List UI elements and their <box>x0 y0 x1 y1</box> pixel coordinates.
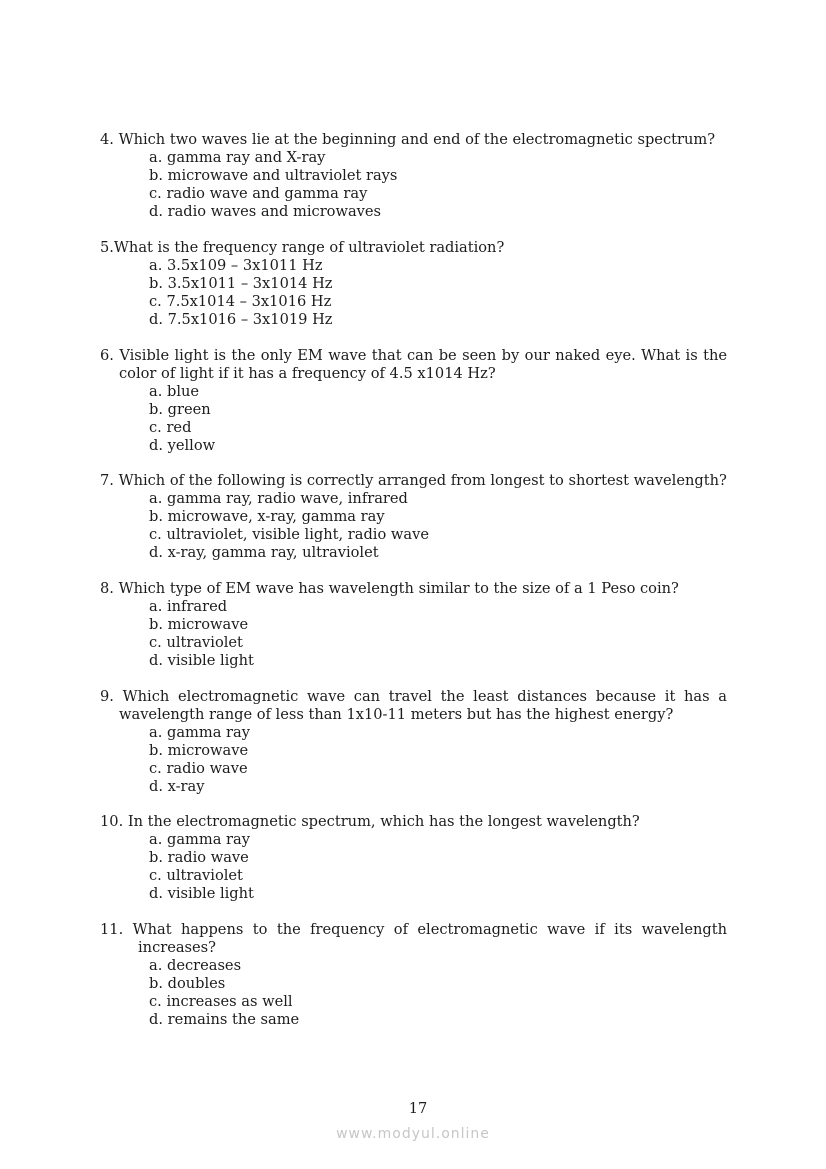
choice-list <box>100 957 727 1029</box>
choice-c: c. red <box>149 419 192 436</box>
question-9 <box>100 688 727 796</box>
choice-a: a. blue <box>149 383 200 400</box>
choice-a: a. gamma ray and X-ray <box>149 149 326 166</box>
choice-list <box>100 831 727 903</box>
choice-b: b. 3.5x1011 – 3x1014 Hz <box>149 275 333 292</box>
choice-d: d. visible light <box>149 885 254 902</box>
page-number: 17 <box>408 1100 428 1117</box>
question-stem: 7. Which of the following is correctly arranged from longest to shortest wavelength? <box>100 472 727 489</box>
choice-b: b. radio wave <box>149 849 249 866</box>
choice-d: d. remains the same <box>149 1011 300 1028</box>
choice-a: a. infrared <box>149 598 228 615</box>
choice-c: c. radio wave <box>149 760 248 777</box>
question-stem: 4. Which two waves lie at the beginning and end of the electromagnetic spectrum? <box>100 131 716 148</box>
choice-b: b. microwave <box>149 616 249 633</box>
choice-list <box>100 383 727 455</box>
choice-c: c. ultraviolet <box>149 634 243 651</box>
choice-d: d. yellow <box>149 437 216 454</box>
question-stem: 5.What is the frequency range of ultraviolet radiation? <box>100 239 505 256</box>
choice-a: a. 3.5x109 – 3x1011 Hz <box>149 257 323 274</box>
choice-c: c. ultraviolet <box>149 867 243 884</box>
choice-c: c. increases as well <box>149 993 293 1010</box>
choice-c: c. ultraviolet, visible light, radio wave <box>149 526 429 543</box>
choice-list <box>100 598 727 670</box>
choice-list <box>100 149 727 221</box>
question-stem: 10. In the electromagnetic spectrum, which has the longest wavelength? <box>100 813 640 830</box>
question-6 <box>100 347 727 455</box>
choice-b: b. microwave <box>149 742 249 759</box>
question-stem: 9. Which electromagnetic wave can travel the least distances because it has a wavelength range of less than 1x10-11 meters but has the highest energy? <box>100 688 727 723</box>
question-stem: 11. What happens to the frequency of electromagnetic wave if its wavelength increases? <box>100 921 727 956</box>
choice-b: b. doubles <box>149 975 226 992</box>
choice-d: d. x-ray, gamma ray, ultraviolet <box>149 544 379 561</box>
choice-c: c. radio wave and gamma ray <box>149 185 368 202</box>
choice-d: d. 7.5x1016 – 3x1019 Hz <box>149 311 333 328</box>
question-11 <box>100 921 727 1029</box>
question-7 <box>100 472 727 562</box>
choice-b: b. microwave and ultraviolet rays <box>149 167 398 184</box>
choice-c: c. 7.5x1014 – 3x1016 Hz <box>149 293 332 310</box>
choice-b: b. microwave, x-ray, gamma ray <box>149 508 385 525</box>
question-stem: 8. Which type of EM wave has wavelength similar to the size of a 1 Peso coin? <box>100 580 679 597</box>
choice-a: a. gamma ray, radio wave, infrared <box>149 490 408 507</box>
question-stem: 6. Visible light is the only EM wave that can be seen by our naked eye. What is the color of light if it has a frequency of 4.5 x1014 Hz? <box>100 347 727 382</box>
choice-d: d. visible light <box>149 652 254 669</box>
choice-list <box>100 490 727 562</box>
question-5 <box>100 239 727 329</box>
choice-a: a. gamma ray <box>149 724 250 741</box>
choice-list <box>100 724 727 796</box>
question-4 <box>100 131 727 221</box>
choice-list <box>100 257 727 329</box>
question-8 <box>100 580 727 670</box>
choice-d: d. radio waves and microwaves <box>149 203 382 220</box>
choice-a: a. decreases <box>149 957 242 974</box>
choice-a: a. gamma ray <box>149 831 250 848</box>
choice-b: b. green <box>149 401 211 418</box>
watermark: www.modyul.online <box>336 1126 490 1142</box>
choice-d: d. x-ray <box>149 778 205 795</box>
question-10 <box>100 813 727 903</box>
